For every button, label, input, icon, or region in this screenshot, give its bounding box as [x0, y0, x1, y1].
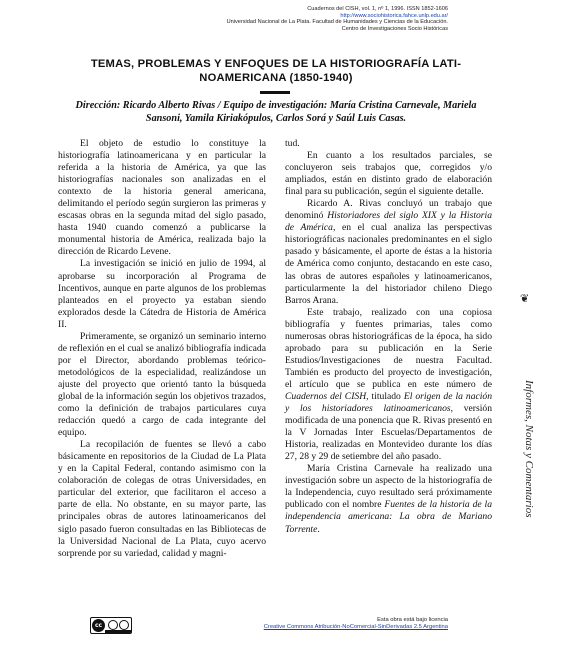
section-side-label: Informes, Notas y Comentarios	[523, 380, 535, 518]
left-column	[58, 138, 266, 560]
attribution-icon	[107, 619, 117, 630]
article-title: TEMAS, PROBLEMAS Y ENFOQUES DE LA HISTORIOGRAFÍA LATI-NOAMERICANA (1850-1940)	[90, 58, 462, 84]
paragraph: Primeramente, se organizó un seminario interno de reflexión en el cual se analizó bibliografía indicada por el Director, abordando problemas teórico-metodológicos de la especialidad, realizándose un ajuste del proyecto que orientó tanto la búsqueda global de la información según los objetivos trazados, como la definición de trabajos particulares cuya redacción quedó a cargo de cada integrante del equipo.	[58, 330, 266, 439]
badge-bar	[105, 630, 131, 633]
ornament-icon: ❦	[520, 292, 530, 305]
journal-url-link[interactable]: http://www.sociohistorica.fahce.unlp.edu.ar/	[340, 12, 448, 19]
paragraph: La recopilación de fuentes se llevó a cabo básicamente en repositorios de la Ciudad de La Plata y en la Capital Federal, contando asimismo con la colaboración de colegas de otras Universidades, en particular del exterior, que facilitaron el acceso a parte de ella. No obstante, en su mayor parte, las principales obras de autores latinoamericanos del siglo pasado fueron consultadas en las Bibliotecas de la Universidad Nacional de La Plata, cuyo acervo sorprende por su variedad, calidad y magni-	[58, 439, 266, 559]
text-run: Este trabajo, realizado con una copiosa bibliografía y fuentes primarias, tales como numerosas obras historiográficas de la época, ha sido aprobado para su publicación en la Serie Estudios/Investigaciones de nuestra Facultad. También es producto del proyecto de investigación, el artículo que se publica en este número de	[285, 306, 492, 390]
italic-title: Fuentes de la historia de la independencia americana: La obra de Mariano Torrente	[285, 499, 492, 535]
university-line: Universidad Nacional de La Plata. Facultad de Humanidades y Ciencias de la Educación.	[226, 19, 448, 26]
text-run: .	[317, 523, 320, 535]
creative-commons-badge[interactable]	[90, 617, 132, 634]
article-direction: Dirección: Ricardo Alberto Rivas / Equipo de investigación: María Cristina Carnevale, Mariela Sansoni, Yamila Kiriakópulos, Carlos Sorá y Saúl Luis Casas.	[75, 100, 477, 124]
text-run: María Cristina Carnevale ha realizado una investigación sobre un aspecto de la historiografía de la Independencia, cuyo resultado será próximamente publicado con el nombre	[285, 463, 492, 511]
text-run: , en el cual analiza las perspectivas historiográficas nacionales predominantes en el siglo pasado y básicamente, el aporte de éstas a la historia de América como conjunto, destacando en este caso, las obras de autores españoles y latinoamericanos, particularmente la del historiador chileno Diego Barros Arana.	[285, 222, 493, 306]
paragraph	[285, 198, 492, 306]
paragraph-continuation: tud.	[285, 138, 300, 149]
paragraph: La investigación se inició en julio de 1994, al aprobarse su incorporación al Programa de Incentivos, aunque en parte algunos de los problemas planteados en el proyecto ya estaban siendo explorados desde la Cátedra de Historia de América II.	[58, 258, 266, 330]
text-run: , versión modificada de una ponencia que R. Rivas presentó en la V Jornadas Inter Escuelas/Departamentos de Historia, realizadas en Montevideo durante los días 27, 28 y 29 de setiembre del año pasado.	[285, 403, 492, 463]
paragraph: En cuanto a los resultados parciales, se concluyeron seis trabajos que, corregidos y/o ampliados, están en distinto grado de elaboración final para su publicación, según el siguiente detalle.	[285, 150, 492, 198]
italic-title: Historiadores del siglo XIX y la Historia de América	[285, 210, 492, 234]
journal-citation: Cuadernos del CISH, vol. 1, nº 1, 1996. ISSN 1852-1606	[307, 6, 448, 12]
journal-header	[227, 6, 448, 32]
license-note	[264, 617, 448, 632]
paragraph	[285, 463, 492, 535]
paragraph: El objeto de estudio lo constituye la historiografía latinoamericana y en particular la referida a la historia de América, ya que las historiografías nacionales son analizadas en el contexto de la historia general americana, delimitando el período según surgieron las primeras y escasas obras en la segunda mitad del siglo pasado, hasta 1940 cuando comenzó a publicarse la monumental historia de América, realizada bajo la dirección de Ricardo Levene.	[58, 138, 266, 258]
noncommercial-icon	[118, 619, 128, 630]
center-line: Centro de Investigaciones Socio Históricas	[341, 25, 448, 32]
license-text: Esta obra está bajo licencia	[377, 617, 448, 623]
text-run: , titulado	[366, 390, 404, 402]
license-link[interactable]: Creative Commons Atribución-NoComercial-SinDerivadas 2.5 Argentina	[263, 624, 448, 631]
cc-logo-icon: cc	[92, 619, 105, 632]
italic-title: El origen de la nación y los historiadores latinoamericanos	[285, 390, 493, 415]
paragraph	[285, 307, 492, 464]
italic-title: Cuadernos del CISH	[285, 390, 367, 402]
title-divider	[260, 91, 290, 94]
right-column	[285, 138, 492, 536]
text-run: Ricardo A. Rivas concluyó un trabajo que denominó	[285, 198, 492, 222]
